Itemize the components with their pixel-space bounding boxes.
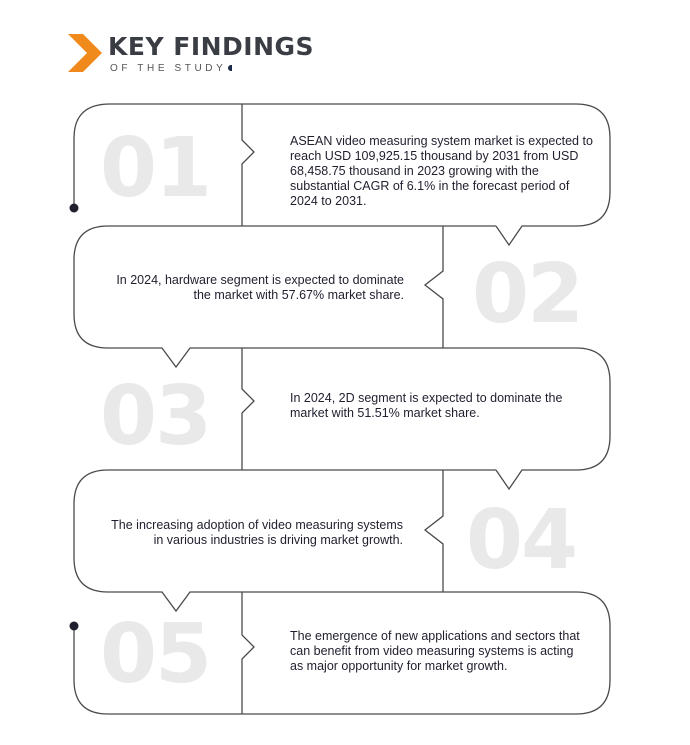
- finding-box-3-divider: [242, 348, 254, 470]
- finding-text-1: ASEAN video measuring system market is expected to reach USD 109,925.15 thousand by 2031 from USD 68,458.75 thousand in 2023 growing with the substantial CAGR of 6.1% in the forecast period of 2024 to 2031.: [290, 134, 593, 208]
- finding-text-3: In 2024, 2D segment is expected to dominate the market with 51.51% market share.: [290, 391, 563, 420]
- finding-number-3: 03: [100, 369, 211, 464]
- finding-number-1: 01: [100, 121, 211, 216]
- finding-text-5: The emergence of new applications and sectors that can benefit from video measuring systems is acting as major opportunity for market growth.: [290, 629, 580, 673]
- finding-box-2-divider: [425, 226, 443, 348]
- finding-number-2: 02: [472, 247, 583, 342]
- page-subtitle-text: OF THE STUDY: [110, 63, 227, 74]
- page-title: KEY FINDINGS: [108, 32, 315, 61]
- finding-number-4: 04: [466, 493, 577, 588]
- finding-box-5-divider: [242, 592, 254, 714]
- finding-text-2: In 2024, hardware segment is expected to dominate the market with 57.67% market share.: [116, 273, 404, 302]
- finding-text-4: The increasing adoption of video measuring systems in various industries is driving market growth.: [111, 518, 403, 547]
- finding-box-4-divider: [425, 470, 443, 592]
- finding-number-5: 05: [100, 607, 211, 702]
- finding-box-1-divider: [242, 104, 254, 226]
- timeline-end-dot: [70, 622, 79, 631]
- timeline-start-dot: [70, 204, 79, 213]
